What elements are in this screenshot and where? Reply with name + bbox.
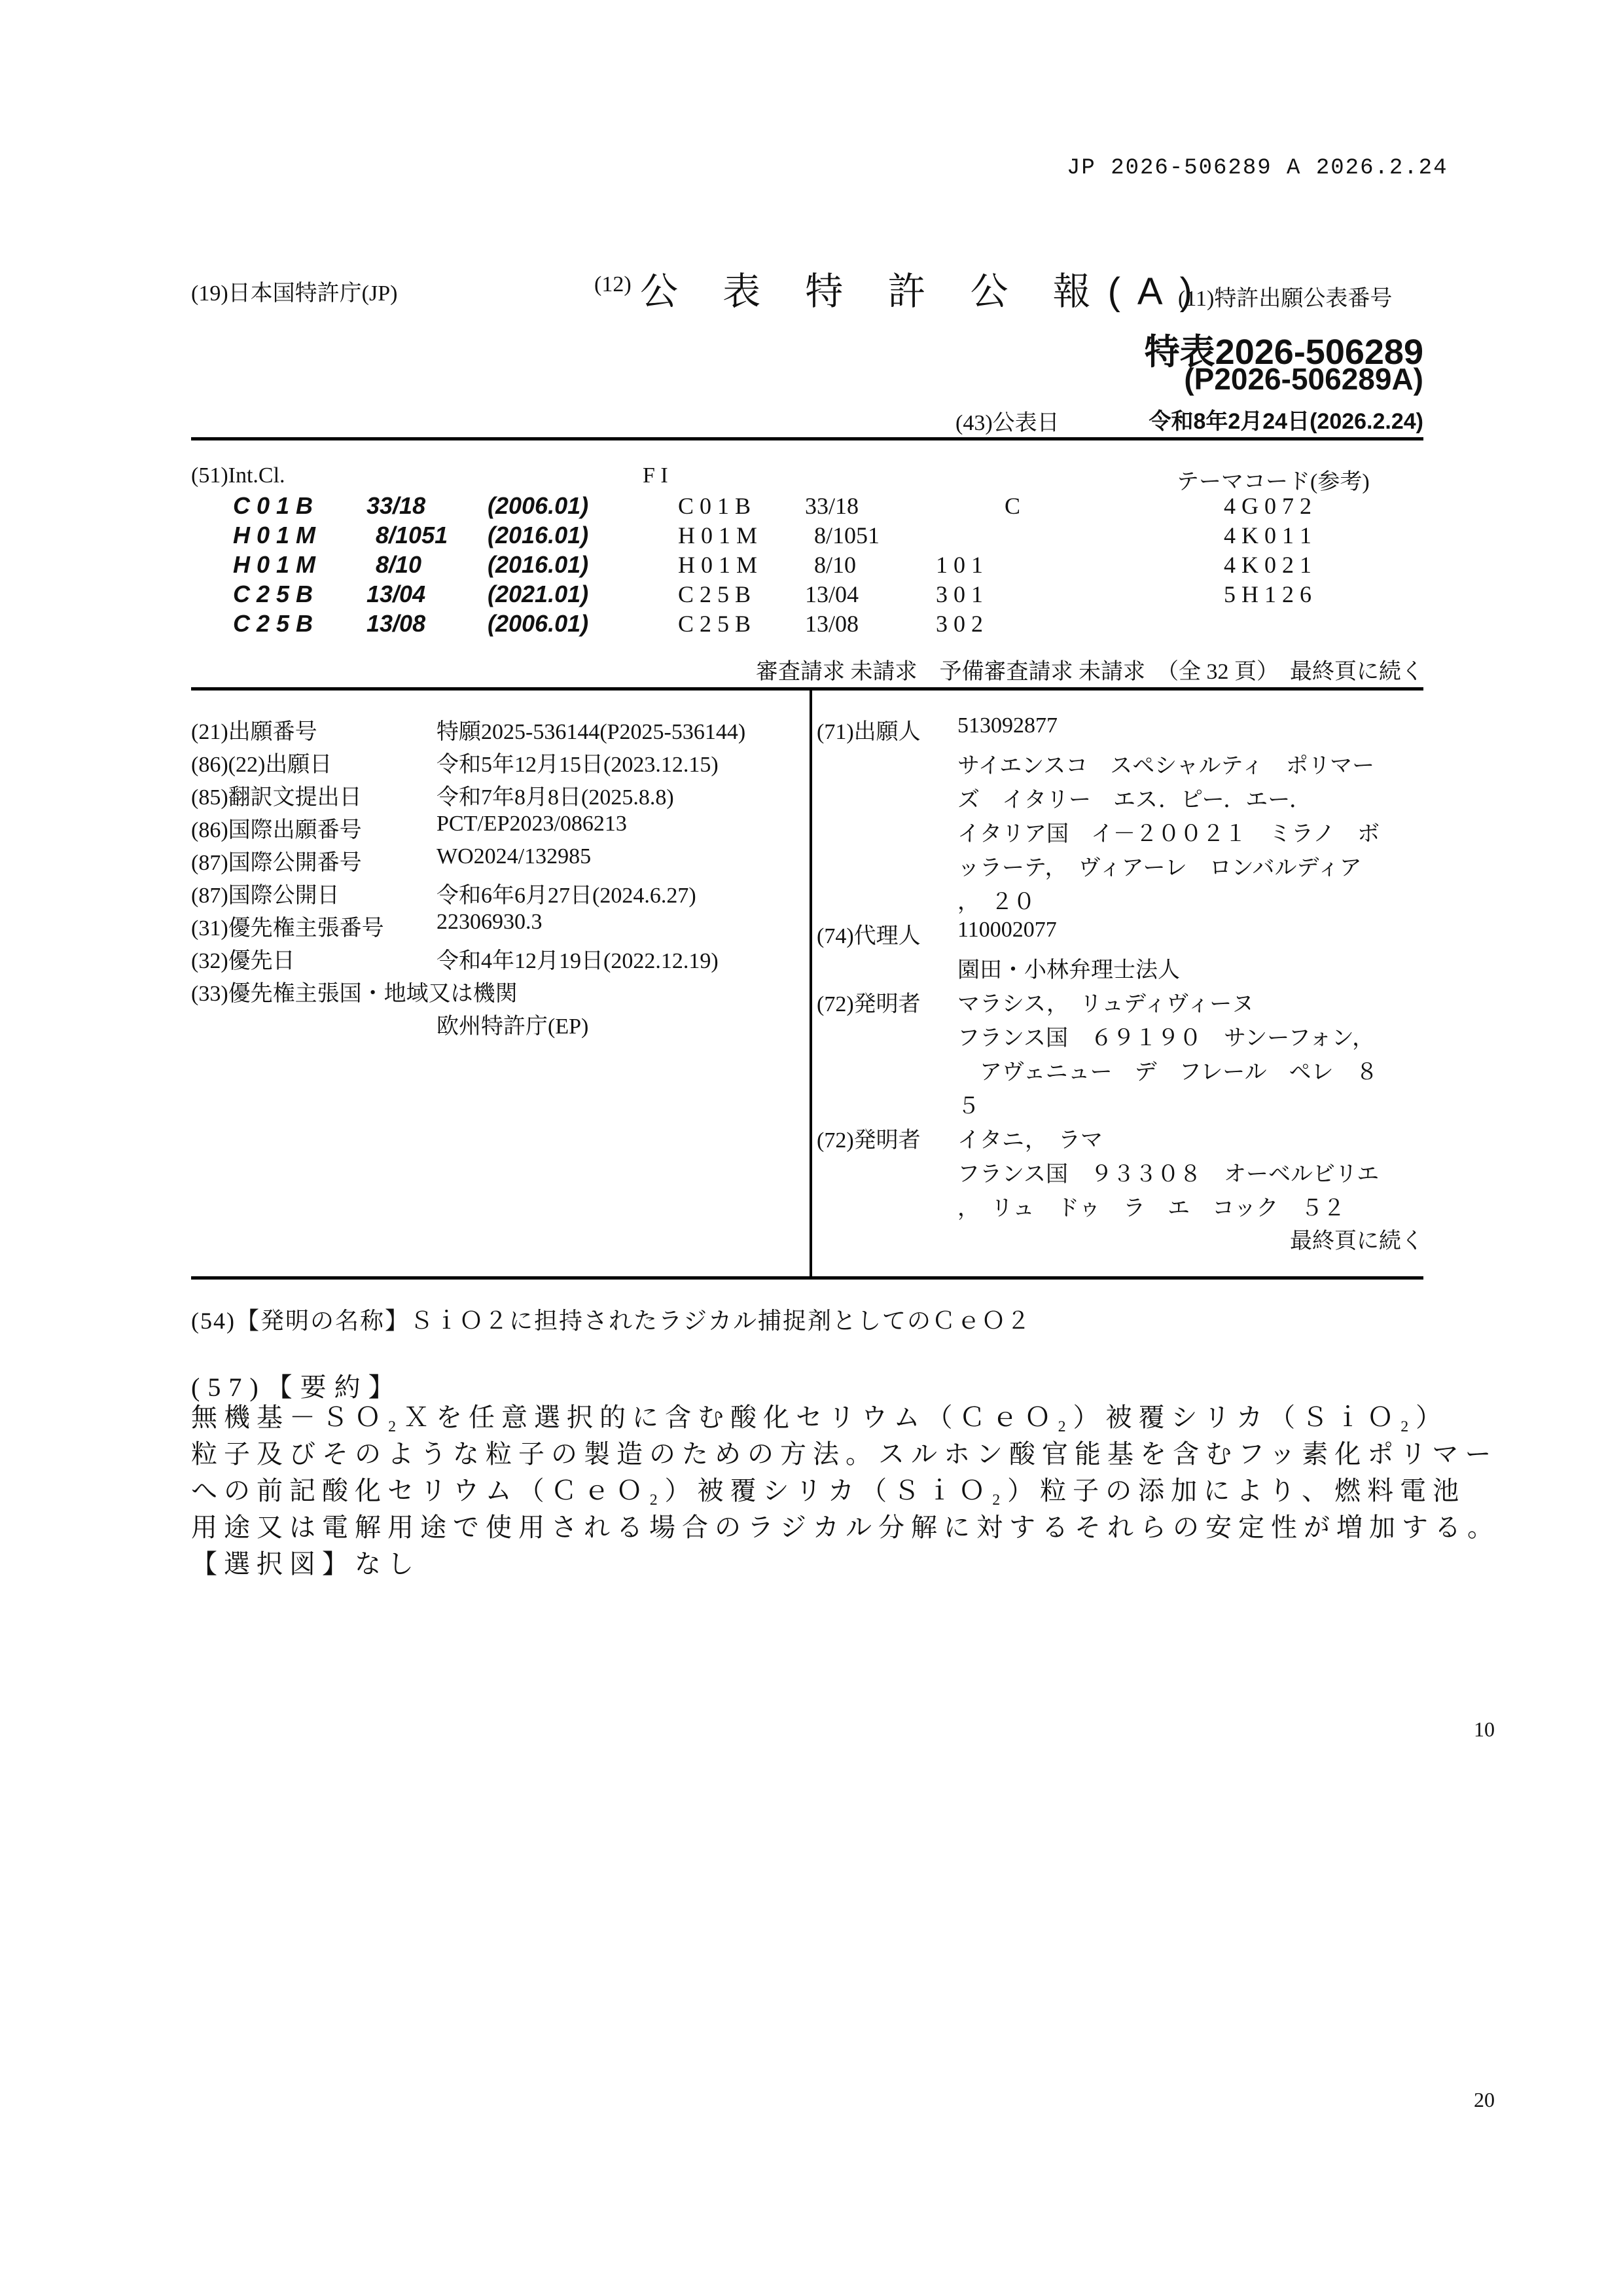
field-label: (85)翻訳文提出日 bbox=[191, 785, 362, 810]
field-value: 欧州特許庁(EP) bbox=[437, 1014, 589, 1039]
field-label: (86)(22)出願日 bbox=[191, 753, 332, 777]
field-value: アヴェニュー デ フレール ペレ ８ bbox=[957, 1060, 1378, 1085]
ipc-version: (2016.01) bbox=[488, 551, 589, 578]
bibliographic-left bbox=[191, 713, 806, 1080]
field-label: (33)優先権主張国・地域又は機関 bbox=[191, 982, 518, 1006]
fi-subcode: 3 0 2 bbox=[936, 611, 983, 637]
ipc-version: (2016.01) bbox=[488, 522, 589, 548]
fi-subcode: 1 0 1 bbox=[936, 552, 983, 578]
field-value: 特願2025-536144(P2025-536144) bbox=[437, 720, 746, 744]
fi-class: C 2 5 B bbox=[678, 581, 751, 607]
publication-date-label: (43)公表日 bbox=[955, 411, 1060, 435]
field-value: 令和4年12月19日(2022.12.19) bbox=[437, 949, 719, 973]
field-label: (72)発明者 bbox=[817, 992, 921, 1016]
document-kind-title: 公 表 特 許 公 報(A) bbox=[640, 270, 1209, 313]
issuing-office: (19)日本国特許庁(JP) bbox=[191, 281, 398, 306]
kind-prefix: (12) bbox=[594, 272, 632, 296]
field-label: (87)国際公開日 bbox=[191, 884, 340, 908]
field-value: サイエンスコ スペシャルティ ポリマー bbox=[957, 754, 1375, 778]
fi-group: 13/04 bbox=[805, 581, 859, 607]
field-value: マラシス， リュディヴィーヌ bbox=[957, 992, 1255, 1016]
column-divider bbox=[810, 687, 812, 1276]
field-value: 園田・小林弁理士法人 bbox=[957, 958, 1180, 982]
publication-number: 特表2026-506289 bbox=[1144, 332, 1423, 372]
theme-code: 4 G 0 7 2 bbox=[1224, 493, 1311, 519]
fi-group: 13/08 bbox=[805, 611, 859, 637]
fi-class: H 0 1 M bbox=[678, 552, 758, 578]
field-label: (72)発明者 bbox=[817, 1128, 921, 1153]
field-value: ５ bbox=[957, 1094, 980, 1119]
field-label: (71)出願人 bbox=[817, 720, 921, 744]
line-number: 20 bbox=[1474, 2088, 1495, 2111]
field-label: (74)代理人 bbox=[817, 924, 921, 948]
field-value: フランス国 ６９１９０ サンーフォン， bbox=[957, 1026, 1375, 1050]
ipc-class: C 0 1 B bbox=[233, 492, 313, 519]
theme-code-label: テーマコード(参考) bbox=[1177, 470, 1370, 494]
field-value: WO2024/132985 bbox=[437, 844, 592, 869]
fi-group: 8/1051 bbox=[814, 522, 880, 548]
fi-subcode: C bbox=[1005, 493, 1021, 519]
field-value: 513092877 bbox=[957, 713, 1058, 738]
ipc-class: H 0 1 M bbox=[233, 551, 316, 578]
ipc-version: (2006.01) bbox=[488, 492, 589, 519]
divider-bottom bbox=[191, 1276, 1423, 1280]
abstract-line: 無機基－ＳＯ₂Ｘを任意選択的に含む酸化セリウム（ＣｅＯ₂）被覆シリカ（ＳｉＯ₂） bbox=[191, 1403, 1449, 1432]
divider-top bbox=[191, 437, 1423, 440]
bibliographic-right bbox=[817, 713, 1425, 1237]
fi-subcode: 3 0 1 bbox=[936, 581, 983, 607]
fi-class: C 2 5 B bbox=[678, 611, 751, 637]
field-value: ， リュ ドゥ ラ エ コック ５２ bbox=[957, 1196, 1346, 1221]
fi-class: H 0 1 M bbox=[678, 522, 758, 548]
field-value: ズ イタリー エス．ピー．エー． bbox=[957, 788, 1311, 812]
field-label: (86)国際出願番号 bbox=[191, 818, 362, 842]
fi-group: 33/18 bbox=[805, 493, 859, 519]
abstract-line: 用途又は電解用途で使用される場合のラジカル分解に対するそれらの安定性が増加する。 bbox=[191, 1513, 1500, 1542]
field-value: 22306930.3 bbox=[437, 910, 543, 934]
theme-code: 5 H 1 2 6 bbox=[1224, 581, 1311, 607]
ipc-group: 8/1051 bbox=[376, 522, 448, 548]
field-label: (21)出願番号 bbox=[191, 720, 317, 744]
abstract-line: への前記酸化セリウム（ＣｅＯ₂）被覆シリカ（ＳｉＯ₂）粒子の添加により、燃料電池 bbox=[191, 1476, 1466, 1505]
field-label: (87)国際公開番号 bbox=[191, 851, 362, 875]
field-label: (31)優先権主張番号 bbox=[191, 916, 384, 941]
invention-title: (54)【発明の名称】ＳｉＯ２に担持されたラジカル捕捉剤としてのＣｅＯ２ bbox=[191, 1308, 1031, 1334]
divider-middle bbox=[191, 687, 1423, 691]
ipc-version: (2021.01) bbox=[488, 581, 589, 607]
field-value: ， ２０ bbox=[957, 890, 1035, 914]
publication-number-alt: (P2026-506289A) bbox=[1184, 362, 1423, 396]
ipc-group: 8/10 bbox=[376, 551, 422, 578]
selected-figure: 【選択図】なし bbox=[191, 1549, 420, 1579]
ipc-class: H 0 1 M bbox=[233, 522, 316, 548]
ipc-group: 13/04 bbox=[366, 581, 426, 607]
field-value: PCT/EP2023/086213 bbox=[437, 812, 627, 836]
fi-label: F I bbox=[643, 463, 668, 488]
field-value: フランス国 ９３３０８ オーベルビリエ bbox=[957, 1162, 1380, 1187]
continued-note: 最終頁に続く bbox=[1290, 1229, 1423, 1253]
field-value: イタリア国 イ－２００２１ ミラノ ボ bbox=[957, 822, 1380, 846]
fi-class: C 0 1 B bbox=[678, 493, 751, 519]
ipc-class: C 2 5 B bbox=[233, 610, 313, 637]
field-value: ッラーテ， ヴィアーレ ロンバルディア bbox=[957, 856, 1362, 880]
ipc-group: 33/18 bbox=[366, 492, 426, 519]
fi-group: 8/10 bbox=[814, 552, 857, 578]
ipc-label: (51)Int.Cl. bbox=[191, 463, 285, 488]
abstract-heading: (57)【要約】 bbox=[191, 1372, 402, 1402]
field-value: 令和7年8月8日(2025.8.8) bbox=[437, 785, 674, 810]
examination-status: 審査請求 未請求 予備審査請求 未請求 （全 32 頁） 最終頁に続く bbox=[756, 660, 1423, 684]
abstract-body bbox=[191, 1399, 1500, 1583]
line-number: 10 bbox=[1474, 1717, 1495, 1741]
abstract-line: 粒子及びそのような粒子の製造のための方法。スルホン酸官能基を含むフッ素化ポリマー bbox=[191, 1439, 1498, 1469]
ipc-group: 13/08 bbox=[366, 610, 426, 637]
theme-code: 4 K 0 2 1 bbox=[1224, 552, 1311, 578]
field-value: 令和5年12月15日(2023.12.15) bbox=[437, 753, 719, 777]
publication-date: 令和8年2月24日(2026.2.24) bbox=[1149, 409, 1423, 434]
ipc-version: (2006.01) bbox=[488, 610, 589, 637]
theme-code: 4 K 0 1 1 bbox=[1224, 522, 1311, 548]
field-label: (32)優先日 bbox=[191, 949, 295, 973]
field-value: イタニ， ラマ bbox=[957, 1128, 1103, 1153]
ipc-class: C 2 5 B bbox=[233, 581, 313, 607]
document-reference: JP 2026-506289 A 2026.2.24 bbox=[1067, 156, 1448, 181]
field-value: 令和6年6月27日(2024.6.27) bbox=[437, 884, 696, 908]
field-value: 110002077 bbox=[957, 918, 1057, 942]
publication-number-label: (11)特許出願公表番号 bbox=[1178, 287, 1393, 311]
